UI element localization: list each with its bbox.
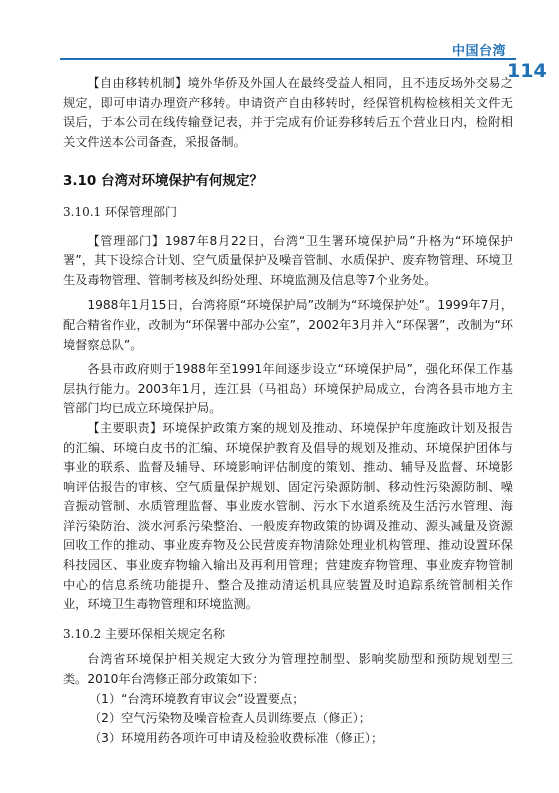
subsection-heading-3-10-1: 3.10.1 环保管理部门 [63,204,177,219]
regulation-list [63,690,513,749]
page-body [63,74,513,748]
paragraph-1988-reform: 1988年1月15日，台湾将原“环境保护局”改制为“环境保护处”。1999年7月，配合精省作业，改制为“环保署中部办公室”，2002年3月并入“环保署”，改制为“环境督察总队”。 [63,298,513,352]
page-number: 114 [507,60,547,82]
paragraph-management-dept: 【管理部门】1987年8月22日，台湾“卫生署环境保护局”升格为“环境保护署”，其下设综合计划、空气质量保护及噪音管制、水质保护、废弃物管理、环境卫生及毒物管理、管制考核及纠纷处理、环境监测及信息等7个业务处。 [63,233,513,287]
subsection-heading-3-10-2: 3.10.2 主要环保相关规定名称 [63,626,225,641]
intro-paragraph: 【自由移转机制】境外华侨及外国人在最终受益人相同，且不违反场外交易之规定，即可申请办理资产移转。申请资产自由移转时，经保管机构检核相关文件无误后，于本公司在线传输登记表，并于完成有价证券移转后五个营业日内，检附相关文件送本公司备查，采报备制。 [63,76,513,149]
section-label: 中国台湾 [451,44,506,59]
paragraph-main-duties: 【主要职责】环境保护政策方案的规划及推动、环境保护年度施政计划及报告的汇编、环境白皮书的汇编、环境保护教育及倡导的规划及推动、环境保护团体与事业的联系、监督及辅导、环境影响评估制度的策划、推动、辅导及监督、环境影响评估报告的审核、空气质量保护规划、固定污染源防制、移动性污染源防制、噪音振动管制、水质管理监督、事业废水管制、污水下水道系统及生活污水管理、海洋污染防治、淡水河系污染整治、一般废弃物政策的协调及推动、源头减量及资源回收工作的推动、事业废弃物及公民营废弃物清除处理业机构管理、推动设置环保科技园区、事业废弃物输入输出及再利用管理；营建废弃物管理、事业废弃物管制中心的信息系统功能提升、整合及推动清运机具应装置及时追踪系统管制相关作业，环境卫生毒物管理和环境监测。 [63,420,513,612]
header-divider [60,58,516,60]
section-heading-3-10: 3.10 台湾对环境保护有何规定？ [63,173,264,190]
paragraph-county-bureaus: 各县市政府则于1988年至1991年间逐步设立“环境保护局”，强化环保工作基层执行能力。2003年1月，连江县（马祖岛）环境保护局成立，台湾各县市地方主管部门均已成立环境保护局。 [63,362,513,416]
list-item: （3）环境用药各项许可申请及检验收费标准（修正）； [89,730,384,745]
paragraph-regulation-types: 台湾省环境保护相关规定大致分为管理控制型、影响奖励型和预防规划型三类。2010年台湾修正部分政策如下： [63,652,513,687]
list-item: （1）“台湾环境教育审议会”设置要点； [89,691,305,706]
list-item: （2）空气污染物及噪音检查人员训练要点（修正）； [89,711,371,726]
